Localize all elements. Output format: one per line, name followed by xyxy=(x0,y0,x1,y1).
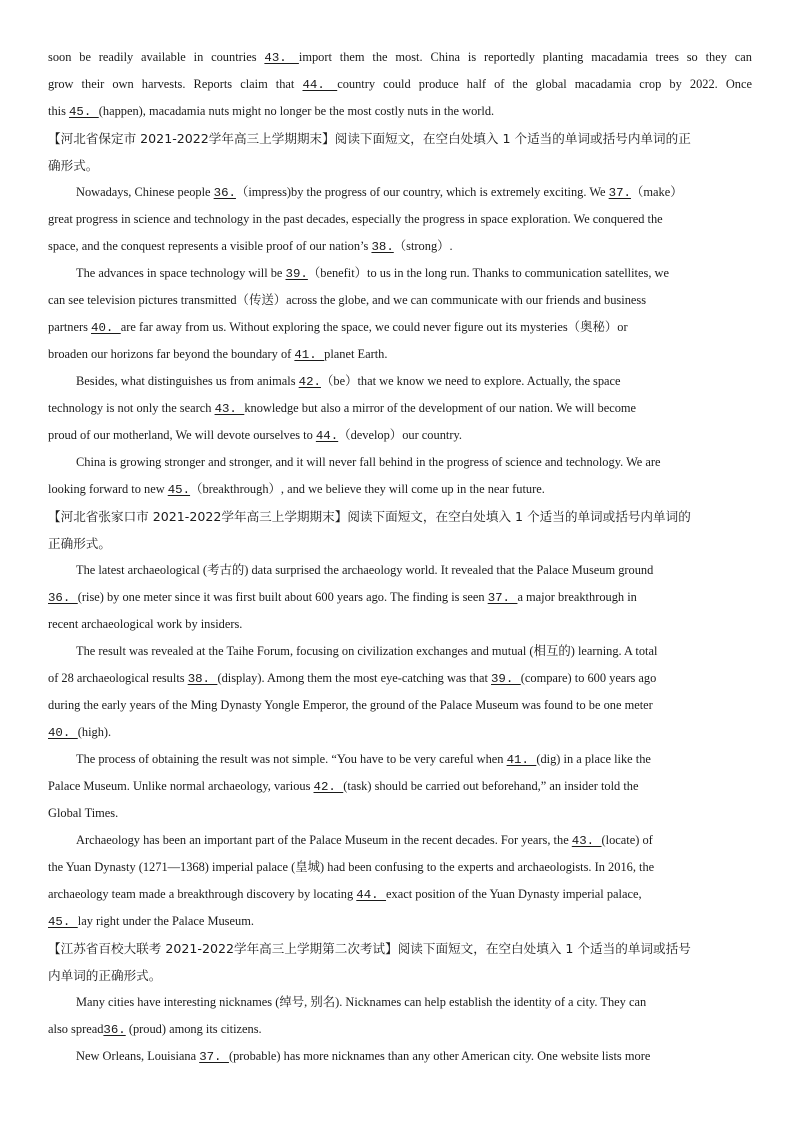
text-line: Archaeology has been an important part of the Palace Museum in the recent decades. For years, the 43. (locate) of xyxy=(76,833,653,848)
answer-blank: 42. xyxy=(313,780,344,794)
text-line: can see television pictures transmitted（传送）across the globe, and we can communicate with our friends and business xyxy=(48,293,647,307)
answer-blank: 45. xyxy=(167,483,191,497)
text-line: soon be readily available in countries 43. import them the most. China is reportedly planting macadamia trees so they can xyxy=(48,50,752,65)
section-header: 【河北省保定市 2021-2022学年高三上学期期末】阅读下面短文，在空白处填入 1 个适当的单词或括号内单词的正 xyxy=(48,131,691,146)
answer-blank: 43. xyxy=(571,834,602,848)
text-line: 45. lay right under the Palace Museum. xyxy=(48,914,254,929)
text-line: The process of obtaining the result was not simple. “You have to be very careful when 41. (dig) in a place like the xyxy=(76,752,651,767)
answer-blank: 43. xyxy=(264,51,299,65)
text-line: also spread36. (proud) among its citizens. xyxy=(48,1022,262,1037)
text-line: Nowadays, Chinese people 36.（impress)by the progress of our country, which is extremely exciting. We 37.（make） xyxy=(76,185,683,200)
text-line: Many cities have interesting nicknames (绰号, 别名). Nicknames can help establish the identity of a city. They can xyxy=(76,995,647,1009)
text-line: proud of our motherland, We will devote ourselves to 44.（develop）our country. xyxy=(48,428,462,443)
text-line: 40. (high). xyxy=(48,725,112,740)
answer-blank: 37. xyxy=(608,186,631,200)
text-line: looking forward to new 45.（breakthrough）, and we believe they will come up in the near future. xyxy=(48,482,545,497)
text-line: Besides, what distinguishes us from animals 42.（be）that we know we need to explore. Actually, the space xyxy=(76,374,621,389)
answer-blank: 44. xyxy=(302,78,338,92)
answer-blank: 38. xyxy=(187,672,218,686)
answer-blank: 38. xyxy=(371,240,394,254)
answer-blank: 41. xyxy=(294,348,325,362)
text-line: Global Times. xyxy=(48,806,119,820)
text-line: of 28 archaeological results 38. (display). Among them the most eye-catching was that 39. (compare) to 600 years ago xyxy=(48,671,657,686)
answer-blank: 41. xyxy=(506,753,537,767)
text-line: Palace Museum. Unlike normal archaeology, various 42. (task) should be carried out beforehand,” an insider told the xyxy=(48,779,639,794)
text-line: New Orleans, Louisiana 37. (probable) has more nicknames than any other American city. One website lists more xyxy=(76,1049,651,1064)
text-line: recent archaeological work by insiders. xyxy=(48,617,243,631)
text-line: 36. (rise) by one meter since it was first built about 600 years ago. The finding is seen 37. a major breakthrough in xyxy=(48,590,637,605)
text-line: grow their own harvests. Reports claim that 44. country could produce half of the global macadamia crop by 2022. Once xyxy=(48,77,752,92)
answer-blank: 43. xyxy=(214,402,245,416)
text-line: space, and the conquest represents a visible proof of our nation’s 38.（strong）. xyxy=(48,239,453,254)
answer-blank: 44. xyxy=(356,888,387,902)
answer-blank: 37. xyxy=(199,1050,229,1064)
answer-blank: 39. xyxy=(285,267,308,281)
section-header: 正确形式。 xyxy=(48,536,111,551)
section-header: 【江苏省百校大联考 2021-2022学年高三上学期第二次考试】阅读下面短文，在空白处填入 1 个适当的单词或括号 xyxy=(48,941,691,956)
answer-blank: 39. xyxy=(491,672,521,686)
answer-blank: 36. xyxy=(48,591,78,605)
text-line: during the early years of the Ming Dynasty Yongle Emperor, the ground of the Palace Museum was found to be one meter xyxy=(48,698,653,712)
text-line: broaden our horizons far beyond the boundary of 41. planet Earth. xyxy=(48,347,388,362)
answer-blank: 36. xyxy=(213,186,236,200)
text-line: partners 40. are far away from us. Without exploring the space, we could never figure out its mysteries（奥秘）or xyxy=(48,320,628,335)
answer-blank: 44. xyxy=(315,429,339,443)
document-page xyxy=(48,44,752,1070)
text-line: China is growing stronger and stronger, and it will never fall behind in the progress of science and technology. We are xyxy=(76,455,661,469)
answer-blank: 45. xyxy=(48,915,78,929)
text-line: archaeology team made a breakthrough discovery by locating 44. exact position of the Yuan Dynasty imperial palace, xyxy=(48,887,642,902)
text-line: this 45. (happen), macadamia nuts might no longer be the most costly nuts in the world. xyxy=(48,104,495,119)
section-header: 【河北省张家口市 2021-2022学年高三上学期期末】阅读下面短文，在空白处填入 1 个适当的单词或括号内单词的 xyxy=(48,509,691,524)
section-header: 确形式。 xyxy=(48,158,99,173)
text-line: The latest archaeological (考古的) data surprised the archaeology world. It revealed that the Palace Museum ground xyxy=(76,563,654,577)
section-header: 内单词的正确形式。 xyxy=(48,968,162,983)
text-line: The result was revealed at the Taihe Forum, focusing on civilization exchanges and mutual (相互的) learning. A total xyxy=(76,644,658,658)
answer-blank: 37. xyxy=(487,591,518,605)
answer-blank: 45. xyxy=(69,105,99,119)
answer-blank: 40. xyxy=(91,321,121,335)
text-line: technology is not only the search 43. knowledge but also a mirror of the development of our nation. We will become xyxy=(48,401,637,416)
text-line: The advances in space technology will be 39.（benefit）to us in the long run. Thanks to communication satellites, we xyxy=(76,266,669,281)
answer-blank: 40. xyxy=(48,726,78,740)
text-line: the Yuan Dynasty (1271—1368) imperial palace (皇城) had been confusing to the experts and archaeologists. In 2016, the xyxy=(48,860,655,874)
text-line: great progress in science and technology in the past decades, especially the progress in space exploration. We conquered the xyxy=(48,212,663,226)
answer-blank: 42. xyxy=(298,375,321,389)
answer-blank: 36. xyxy=(103,1023,126,1037)
